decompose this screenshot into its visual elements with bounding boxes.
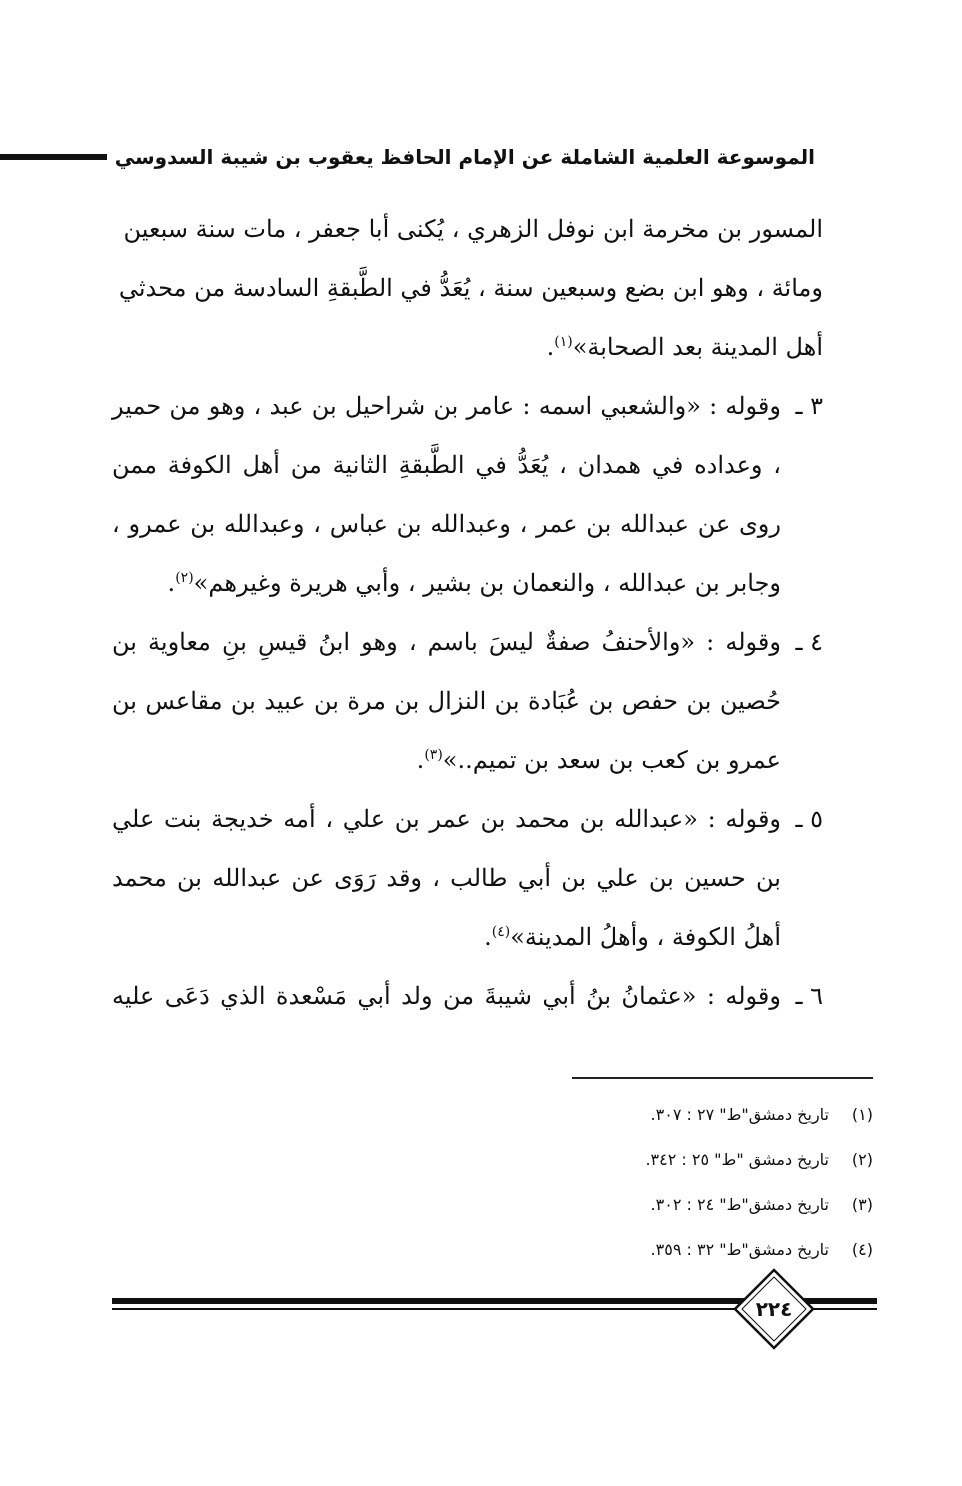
- footnote-ref: (١): [554, 334, 573, 350]
- numbered-item: [112, 790, 823, 967]
- footnote-number: (٢): [851, 1150, 873, 1169]
- footnotes: [473, 1092, 873, 1272]
- item-number: ٤ ـ: [795, 628, 823, 656]
- item-text: [112, 967, 781, 1026]
- main-text: [112, 200, 823, 1026]
- page-number: ٢٢٤: [755, 1297, 793, 1321]
- item-body: وقوله : «عثمانُ بنُ أبي شيبةَ من ولد أبي مَسْعدة الذي دَعَى عليه: [112, 982, 781, 1010]
- footnote-ref: (٣): [424, 747, 443, 763]
- intro-line: المسور بن مخرمة ابن نوفل الزهري ، يُكنى أبا جعفر ، مات سنة سبعين: [123, 215, 823, 243]
- footnote-number: (١): [851, 1105, 873, 1124]
- intro-paragraph: [112, 200, 823, 377]
- item-body: وقوله : «والشعبي اسمه : عامر بن شراحيل بن عبد ، وهو من حمير ، وعداده في همدان ، يُعَدُّ في الطَّبقةِ الثانية من أهل الكوفة ممن روى عن عبدالله بن عمر ، وعبدالله بن عباس ، وعبدالله بن عمرو ، وجابر بن عبدالله ، والنعمان بن بشير ، وأبي هريرة وغيرهم»: [112, 392, 781, 597]
- footnote-number: (٣): [851, 1195, 873, 1214]
- footnote-ref: (٢): [175, 570, 194, 586]
- item-number: ٦ ـ: [795, 982, 823, 1010]
- footnote-text: تاريخ دمشق"ط" ٣٢ : ٣٥٩.: [650, 1240, 829, 1259]
- footnote-text: تاريخ دمشق"ط" ٢٤ : ٣٠٢.: [650, 1195, 829, 1214]
- item-number: ٥ ـ: [795, 805, 823, 833]
- footnote-separator: [572, 1077, 873, 1079]
- intro-line-text: أهل المدينة بعد الصحابة»: [572, 333, 823, 361]
- footnote-number: (٤): [851, 1240, 873, 1259]
- footnote: [473, 1092, 873, 1137]
- numbered-item: [112, 613, 823, 790]
- footnote: [473, 1182, 873, 1227]
- intro-line: ومائة ، وهو ابن بضع وسبعين سنة ، يُعَدُّ في الطَّبقةِ السادسة من محدثي: [118, 274, 823, 302]
- footnote: [473, 1227, 873, 1272]
- header-title: الموسوعة العلمية الشاملة عن الإمام الحافظ يعقوب بن شيبة السدوسي: [114, 145, 815, 169]
- item-text: وقوله : «والأحنفُ صفةٌ ليسَ باسم ، وهو ابنُ قيسِ بنِ معاوية بن حُصين بن حفص بن عُبَادة بن النزال بن مرة بن عبيد بن مقاعس بن عمرو بن كعب بن سعد بن تميم..»$^{(٣)}$.: [112, 628, 781, 774]
- footnote-text: تاريخ دمشق "ط" ٢٥ : ٣٤٢.: [645, 1150, 829, 1169]
- numbered-item: [112, 967, 823, 1026]
- footnote: [473, 1137, 873, 1182]
- footnote-text: تاريخ دمشق"ط" ٢٧ : ٣٠٧.: [650, 1105, 829, 1124]
- numbered-item: [112, 377, 823, 613]
- item-number: ٣ ـ: [795, 392, 823, 420]
- item-text: وقوله : «والشعبي اسمه : عامر بن شراحيل بن عبد ، وهو من حمير ، وعداده في همدان ، يُعَدُّ في الطَّبقةِ الثانية من أهل الكوفة ممن روى عن عبدالله بن عمر ، وعبدالله بن عباس ، وعبدالله بن عمرو ، وجابر بن عبدالله ، والنعمان بن بشير ، وأبي هريرة وغيرهم»$^{(٢)}$.: [112, 392, 781, 597]
- page-number-badge: [733, 1268, 815, 1350]
- footnote-ref: (٤): [491, 924, 511, 940]
- header-bar-left: [0, 154, 107, 160]
- running-header: [112, 140, 823, 174]
- item-body: وقوله : «عبدالله بن محمد بن عمر بن علي ، أمه خديجة بنت علي بن حسين بن علي بن أبي طالب ، وقد رَوَى عن عبدالله بن محمد أهلُ الكوفة ، وأهلُ المدينة»: [112, 805, 782, 951]
- item-text: وقوله : «عبدالله بن محمد بن عمر بن علي ، أمه خديجة بنت علي بن حسين بن علي بن أبي طالب ، وقد رَوَى عن عبدالله بن محمد أهلُ الكوفة ، وأهلُ المدينة»$^{(٤)}$.: [112, 805, 782, 951]
- intro-line: أهل المدينة بعد الصحابة»$^{(١)}$.: [546, 333, 823, 361]
- item-body: وقوله : «والأحنفُ صفةٌ ليسَ باسم ، وهو ابنُ قيسِ بنِ معاوية بن حُصين بن حفص بن عُبَادة بن النزال بن مرة بن عبيد بن مقاعس بن عمرو بن كعب بن سعد بن تميم..»: [112, 628, 781, 774]
